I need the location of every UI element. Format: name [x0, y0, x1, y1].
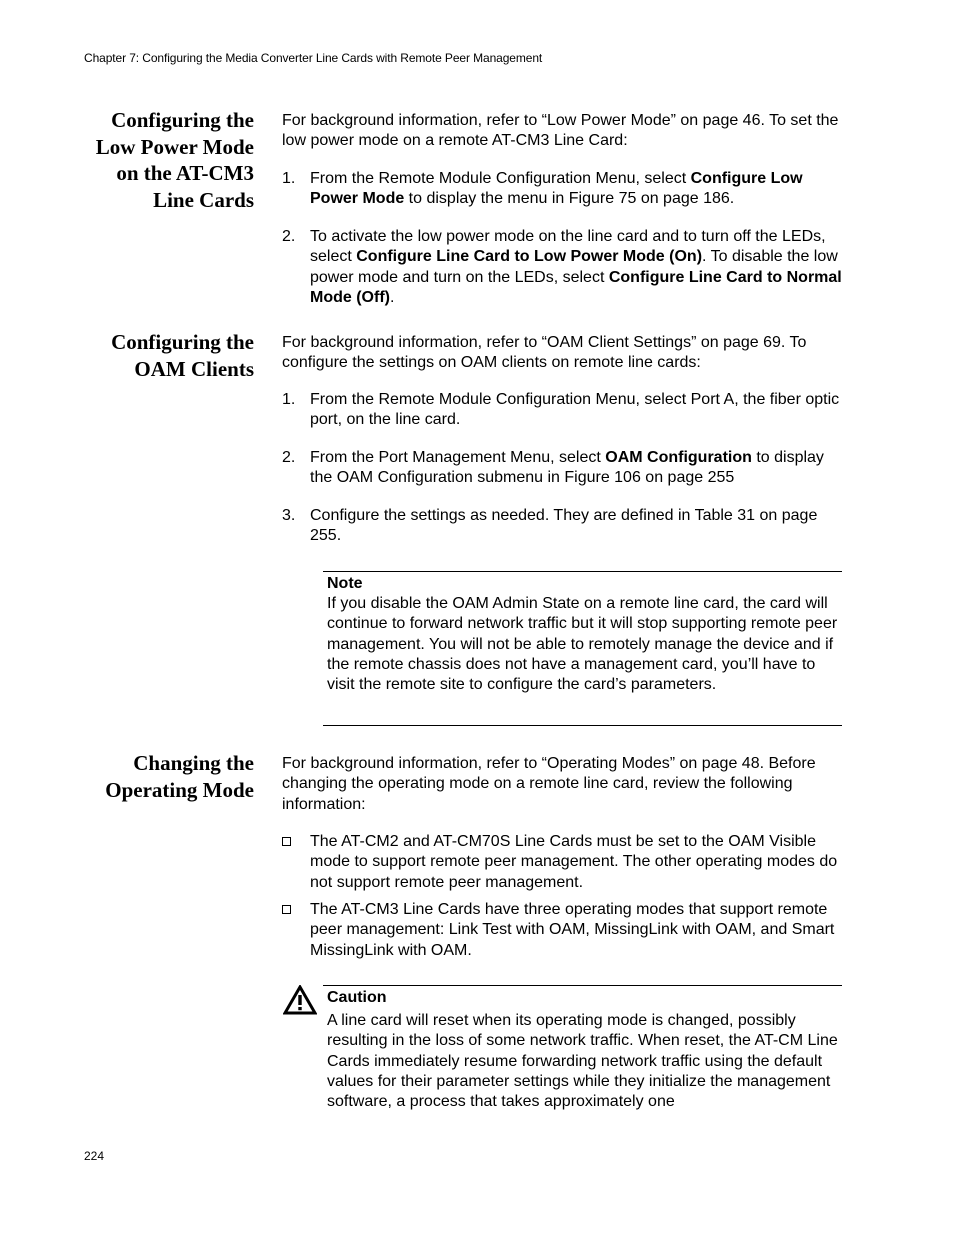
- section-intro: For background information, refer to “Operating Modes” on page 48. Before changing the operating mode on a remote line card, review the following information:: [282, 755, 816, 813]
- bullet-item: [282, 900, 842, 961]
- section-title-oam-clients: [60, 329, 254, 382]
- section-title-operating-mode: [60, 750, 254, 803]
- section-title-low-power-mode: [60, 107, 254, 213]
- warning-triangle-icon: [283, 985, 317, 1015]
- step-text: From the Remote Module Configuration Menu, select Configure Low Power Mode to display the menu in Figure 75 on page 186.: [310, 170, 803, 208]
- step-number: 2.: [282, 228, 296, 245]
- running-header: Chapter 7: Configuring the Media Converter Line Cards with Remote Peer Management: [84, 51, 543, 65]
- step-number: 2.: [282, 449, 296, 466]
- note-top-rule: [323, 571, 842, 572]
- checkbox-bullet-icon: [282, 905, 291, 914]
- caution-top-rule: [323, 985, 842, 986]
- caution-title: Caution: [327, 989, 387, 1006]
- step-text: From the Remote Module Configuration Menu, select Port A, the fiber optic port, on the line card.: [310, 391, 840, 429]
- bullet-item: [282, 832, 842, 893]
- bullet-text: The AT-CM3 Line Cards have three operating modes that support remote peer management: Link Test with OAM, MissingLink with OAM, and Smart MissingLink with OAM.: [310, 901, 835, 959]
- bullet-text: The AT-CM2 and AT-CM70S Line Cards must be set to the OAM Visible mode to support remote peer management. The other operating modes do not support remote peer management.: [310, 833, 838, 891]
- note-body: If you disable the OAM Admin State on a remote line card, the card will continue to forward network traffic but it will stop supporting remote peer management. You will not be able to remotely manage the device and if the remote chassis does not have a management card, you’ll have to visit the remote site to configure the card’s parameters.: [327, 595, 838, 694]
- section-title-line: Configuring the: [111, 108, 254, 132]
- section-intro: For background information, refer to “OAM Client Settings” on page 69. To configure the settings on OAM clients on remote line cards:: [282, 334, 807, 372]
- section-title-line: Changing the: [133, 751, 254, 775]
- checkbox-bullet-icon: [282, 837, 291, 846]
- page-number: 224: [84, 1149, 105, 1163]
- note-title: Note: [327, 575, 363, 592]
- note-box: [323, 574, 842, 695]
- section-title-line: Configuring the: [111, 330, 254, 354]
- section-title-line: Line Cards: [153, 187, 254, 212]
- procedure-step: [282, 227, 842, 308]
- section-title-line: Operating Mode: [105, 777, 254, 802]
- step-number: 1.: [282, 170, 296, 187]
- section-intro: For background information, refer to “Low Power Mode” on page 46. To set the low power mode on a remote AT-CM3 Line Card:: [282, 112, 839, 150]
- procedure-step: [282, 390, 842, 431]
- step-text: From the Port Management Menu, select OAM Configuration to display the OAM Configuration submenu in Figure 106 on page 255: [310, 449, 824, 487]
- note-bottom-rule: [323, 725, 842, 726]
- step-number: 1.: [282, 391, 296, 408]
- step-text: To activate the low power mode on the line card and to turn off the LEDs, select Configure Line Card to Low Power Mode (On). To disable the low power mode and turn on the LEDs, select Configure Line Card to Normal Mode (Off).: [310, 228, 842, 306]
- step-text: Configure the settings as needed. They are defined in Table 31 on page 255.: [310, 507, 818, 545]
- procedure-step: [282, 448, 842, 489]
- procedure-step: [282, 169, 842, 210]
- section-title-line: on the AT-CM3: [116, 161, 254, 185]
- caution-box: [323, 988, 842, 1112]
- caution-body: A line card will reset when its operating mode is changed, possibly resulting in the loss of some network traffic. When reset, the AT-CM Line Cards immediately resume forwarding network traffic using the default values for their parameter settings while they initialize the management software, a process that takes approximately one: [327, 1012, 838, 1111]
- section-title-line: Low Power Mode: [95, 134, 254, 159]
- section-title-line: OAM Clients: [134, 356, 254, 381]
- procedure-step: [282, 506, 842, 547]
- step-number: 3.: [282, 507, 296, 524]
